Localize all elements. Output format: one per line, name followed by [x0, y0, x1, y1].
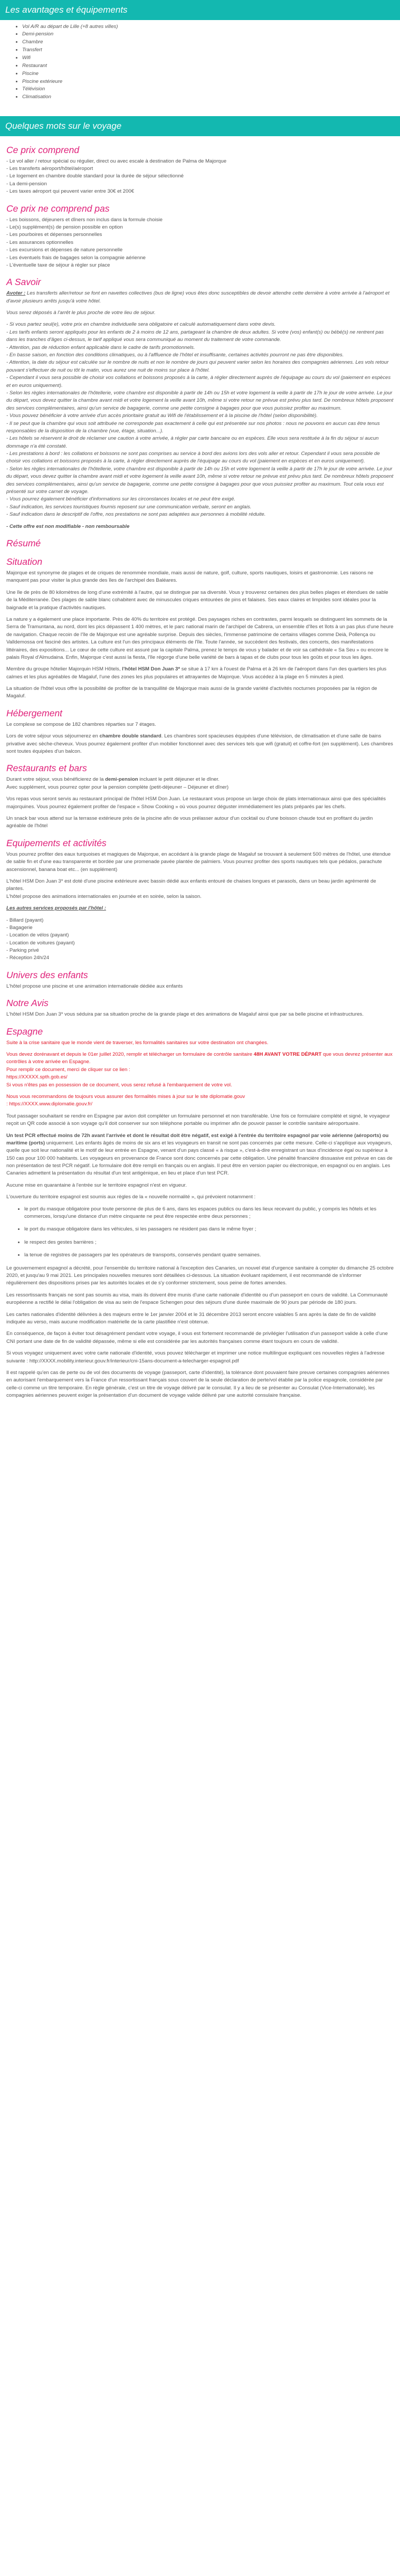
savoir-non-modifiable: - Cette offre est non modifiable - non remboursable [6, 523, 130, 529]
hebergement-chambres [6, 733, 394, 755]
restaurants-supplement: Avec supplément, vous pourrez opter pour la pension complète (petit-déjeuner – Déjeuner et dîner) [6, 784, 229, 790]
regle-item: • le port du masque obligatoire dans les véhicules, si les passagers ne résident pas dans le même foyer ; [24, 1226, 394, 1233]
non-compris-item: - Les boissons, déjeuners et dîners non inclus dans la formule choisie [6, 216, 163, 223]
savoir-depot: Vous serez déposés à l'arrêt le plus proche de votre lieu de séjour. [6, 310, 156, 316]
regle-item: • la tenue de registres de passagers par les opérateurs de transports, conservés pendant quatre semaines. [24, 1252, 394, 1259]
non-compris-item: - Les excursions et dépenses de nature personnelle [6, 247, 123, 253]
avantages-list [22, 23, 400, 102]
savoir-transferts [6, 290, 394, 305]
espagne-refus: Si vous n'êtes pas en possession de ce document, vous serez refusé à l'embarquement de votre vol. [6, 1082, 232, 1088]
hebergement-chambres-c: . Les chambres sont spacieuses équipées d'une télévision, de climatisation et d'une salle de bains privative avec sèche-cheveux. Vous pourrez également profiter d'un mobilier fonctionnel avec des services tels que wifi (gratuit) et coffre-fort (en supplément). Les chambres sont toutes équipées d'un balcon. [6, 733, 393, 755]
espagne-formulaire-a: Vous devez dorénavant et depuis le 01er juillet 2020, remplir et télécharger un formulaire de contrôle sanitaire [6, 1052, 254, 1058]
avis-heading: Notre Avis [6, 998, 49, 1009]
equipements-heading: Equipements et activités [6, 837, 107, 848]
service-item: - Parking privé [6, 948, 39, 954]
enfants-heading: Univers des enfants [6, 969, 88, 980]
equipements-animations: L'hôtel propose des animations internationales en journée et en soirée, selon la saison. [6, 893, 202, 899]
restaurants-repas: Vos repas vous seront servis au restaurant principal de l'hôtel HSM Don Juan. Le restaurant vous propose un large choix de plats internationaux ainsi que des spécialités majorquines. Vous pourrez également profiter de l'espace « Show Cooking » où vous pourrez déguster immédiatement les plats préparés par les chefs. [6, 796, 386, 810]
espagne-cni: Les cartes nationales d'identité délivrées à des majeurs entre le 1er janvier 2004 et le 31 décembre 2013 seront encore valables 5 ans après la date de fin de validité indiquée au verso, mais aucune modification matérielle de la carte plastifiée n'est obtenue. [6, 1311, 376, 1325]
avantage-item: • Télévision [22, 86, 400, 93]
avantages-banner: Les avantages et équipements [0, 0, 400, 20]
avantage-item: • Restaurant [22, 62, 400, 70]
compris-item: - Le logement en chambre double standard pour la durée de séjour sélectionné [6, 173, 184, 179]
avantage-item: • Piscine [22, 70, 400, 78]
services-heading: Les autres services proposés par l'hôtel : [6, 905, 106, 912]
espagne-notice: Si vous voyagez uniquement avec votre carte nationale d'identité, vous pouvez télécharger et imprimer une notice multilingue expliquant ces nouvelles règles à l'adresse suivante : http://XXXX.mobility.interieur.gouv.fr/interieur/cni-15ans-document-a-telecharger-espagnol.pdf [6, 1350, 385, 1364]
avantage-item: • Climatisation [22, 93, 400, 101]
situation-nature: La nature y a également une place importante. Près de 40% du territoire est protégé. Des paysages riches en contrastes, parmi lesquels se distinguent les sommets de la Serra de Tramuntana, au nord, dont les pics dépassent 1 400 mètres, et le parc national marin de l'archipel de Cabrera, un ensemble d'îles et îlots à un pas plus d'une heure de navigation. Chaque recoin de l'île de Majorque est une agréable surprise. Depuis des siècles, l'immense patrimoine de certains villages comme Deià, Pollença ou Valldemossa ont fasciné des artistes. La culture est l'un des principaux éléments de l'île. Toute l'année, se succèdent des festivals, des concerts, des manifestations littéraires, des expositions... Le cœur de cette culture est assuré par la capitale Palma, prenez le temps de vous y balader et de voir sa cathédrale « Sa Seu » ou encore le palais Royal d'Almudaina. Enfin, Majorque c'est aussi la fiesta, l'île régorge d'une belle variété de bars à tapas et de clubs pour tous les goûts et pour tous les âges. [6, 616, 394, 660]
compris-item: - La demi-pension [6, 181, 47, 187]
hotel-name: l'hôtel HSM Don Juan 3* [122, 666, 180, 673]
espagne-lien-1[interactable]: https://XXXXX.spth.gob.es/ [6, 1074, 68, 1081]
service-item: - Location de vélos (payant) [6, 932, 69, 939]
espagne-normalite: L'ouverture du territoire espagnol est soumis aux règles de la « nouvelle normalité », qui prévoient notamment : [6, 1194, 256, 1200]
equipements-plage: Vous pourrez profiter des eaux turquoises et magiques de Majorque, en accédant à la grande plage de Magaluf se trouvant à seulement 500 mètres de l'hôtel, une étendue de sable fin et d'une eau transparente et bordée par une promenade pavée plantée de palmiers. Vous pourrez profiter des sports nautiques tels que pédalos, parachute ascensionnel, banana boat etc... (en supplément) [6, 851, 391, 873]
situation-tranquillite: La situation de l'hôtel vous offre la possibilité de profiter de la tranquillité de Majorque mais aussi de la grande variété d'activités nocturnes proposées par la région de Magaluf. [6, 686, 377, 699]
avantage-item: • Vol A/R au départ de Lille (+8 autres villes) [22, 23, 400, 31]
situation-hotel-a: Membre du groupe hôtelier Majorquin HSM Hôtels, [6, 666, 122, 673]
espagne-pcr-bold: Un test PCR effectué moins de 72h avant l'arrivée et dont le résultat doit être négatif, est exigé à l'entrée du territoire espagnol par voie aérienne (aéroports) ou maritime (ports) [6, 1132, 389, 1146]
compris-item: - Les transferts aéroport/hôtel/aéroport [6, 165, 93, 172]
savoir-details: - Si vous partez seul(e), votre prix en chambre individuelle sera obligatoire et calculé automatiquement dans votre devis. - Les tarifs enfants seront appliqués pour les enfants de 2 à moins de 12 ans, partageant la chambre de deux adultes. Si votre (vos) enfant(s) ou bébé(s) ne rentrent pas dans les tranches d'âges ci-dessus, le tarif appliqué vous sera communiqué au moment du traitement de votre commande. - Attention, pas de réduction enfant applicable dans le cadre de tarifs promotionnels. - En basse saison, en fonction des conditions climatiques, ou à l'affluence de l'hôtel et insuffisante, certaines activités pourront ne pas être disponibles. - Attention, la date du séjour est calculée sur le nombre de nuits et non le nombre de jours qui peuvent varier selon les horaires des compagnies aériennes. Les vols retour pouvant s'effectuer de nuit ou tôt le matin, vous aurez une nuit de moins sur place à l'hôtel. - Cependant il vous sera possible de choisir vos collations et boissons proposés à la carte, à régler directement auprès de l'équipage au cours du vol (paiement en espèces et en euros uniquement). - Selon les règles internationales de l'hôtellerie, votre chambre est disponible à partir de 14h ou 15h et votre logement la veille à partir de 17h le jour de votre arrivée. Le jour du départ, vous devez quitter la chambre avant midi et votre logement la veille avant 10h, même si votre retour ne prévue est prévu plus tard. De nombreux hôtels proposent des services complémentaires, ainsi qu'un service de bagagerie, comme une petite consigne à bagages pour que vous puissiez profiter au maximum. - Vous pouvez bénéficier à votre arrivée d'un accès prioritaire gratuit au Wifi de l'établissement et à la piscine de l'hôtel (selon disponibilité). - Il se peut que la chambre qui vous soit attribuée ne corresponde pas exactement à celle qui est présentée sur nos photos : nous ne pouvons en aucun cas être tenus responsables de la disposition de la chambre (vue, étage, situation...). - Les hôtels se réservent le droit de réclamer une caution à votre arrivée, à régler par carte bancaire ou en espèces. Elle vous sera restituée à la fin du séjour si aucun dommage n'a été constaté. - Les prestations à bord : les collations et boissons ne sont pas comprises au service à bord des avions lors des vols aller et retour. Cependant il vous sera possible de choisir vos collations et boissons proposés à la carte, à régler directement auprès de l'équipage au cours du vol (paiement en espèces et en euros uniquement). - Selon les règles internationales de l'hôtellerie, votre chambre est disponible à partir de 14h ou 15h et votre logement la veille à partir de 17h le jour de votre arrivée. Le jour du départ, vous devez quitter la chambre avant midi et votre logement la veille avant 10h, même si votre retour ne prévue est prévu plus tard. De nombreux hôtels proposent des services complémentaires, ainsi qu'un service de bagagerie, comme une petite consigne à bagages pour que vous puissiez profiter au maximum. Tout cela vous est présenté sur votre carnet de voyage. - Vous pourrez également bénéficier d'informations sur les circonstances locales et ne peut être exigé. - Sauf indication, les services touristiques fournis reposent sur une communication verbale, seront en anglais. - Sauf indication dans le descriptif de l'offre, nos prestations ne sont pas adaptées aux personnes à mobilité réduite. [6, 321, 394, 518]
non-compris-heading: Ce prix ne comprend pas [6, 203, 110, 214]
espagne-regles-list [24, 1206, 394, 1259]
espagne-heading: Espagne [6, 1026, 43, 1037]
service-item: - Location de voitures (payant) [6, 940, 75, 946]
restaurants-pension [6, 776, 394, 791]
situation-hotel [6, 666, 394, 681]
avantage-item: • Wifi [22, 54, 400, 62]
non-compris-item: - Les assurances optionnelles [6, 239, 73, 245]
non-compris-item: - L'éventuelle taxe de séjour à régler sur place [6, 262, 110, 268]
quelques-mots-banner: Quelques mots sur le voyage [0, 116, 400, 136]
restaurants-snack: Un snack bar vous attend sur la terrasse extérieure près de la piscine afin de vous prélasser autour d'un cocktail ou d'une boisson chaude tout en profitant du jardin agréable de l'hôtel [6, 815, 373, 829]
regle-item: • le respect des gestes barrières ; [24, 1239, 394, 1246]
non-compris-list [6, 216, 394, 270]
pension-type: demi-pension [105, 776, 138, 783]
compris-heading: Ce prix comprend [6, 144, 80, 155]
restaurants-pension-a: Durant votre séjour, vous bénéficierez de la [6, 776, 106, 783]
espagne-lien-intro: Pour remplir ce document, merci de cliquer sur ce lien : [6, 1066, 130, 1073]
savoir-label: Avoter : [6, 290, 26, 297]
services-list [6, 917, 394, 962]
espagne-lien-2[interactable]: : https://XXXX.www.diplomatie.gouv.fr/ [6, 1101, 92, 1107]
non-compris-item: - Les éventuels frais de bagages selon la compagnie aérienne [6, 254, 146, 261]
savoir-heading: A Savoir [6, 277, 41, 288]
espagne-pcr-text: uniquement. Les enfants âgés de moins de six ans et les voyageurs en transit ne sont pas concernés par cette mesure. Celle-ci s'applique aux voyageurs, quelle que soit leur nationalité et le motif de leur entrée en Espagne, venant d'un pays classé « à risque », c'est-à-dire enregistrant un taux d'incidence égal ou supérieur à 150 cas pour 100 000 habitants. Les voyageurs en provenance de France sont donc concernés par cette obligation. Une pénalité financière dissuasive est prévue en cas de non présentation de test PCR négatif. Le formulaire doit être rempli en français ou en anglais. Il peut être en version papier ou électronique, en espagnol ou en anglais. Les Canaries admettent la présentation du résultat d'un test antigénique, en lieu et place d'un test PCR. [6, 1140, 393, 1177]
equipements-piscine: L'hôtel HSM Don Juan 3* est doté d'une piscine extérieure avec bassin dédié aux enfants entouré de chaises longues et parasols, dans un beau jardin agrémenté de plantes. [6, 878, 376, 892]
chambre-type: chambre double standard [99, 733, 161, 740]
situation-plages: Une île de près de 80 kilomètres de long d'une extrémité à l'autre, qui se distingue par sa diversité. Vous y trouverez certaines des plus belles plages et étendues de sable de la Méditerranée. Des plages de sable blanc cohabitent avec de minuscules criques entourées de pins et falaises. Ses eaux claires et limpides sont idéales pour la baignade et la pratique d'activités nautiques. [6, 589, 388, 611]
espagne-formulaire [6, 1051, 394, 1066]
compris-item: - Les taxes aéroport qui peuvent varier entre 30€ et 200€ [6, 188, 135, 195]
espagne-passager: Tout passager souhaitant se rendre en Espagne par avion doit compléter un formulaire personnel et non transférable. Une fois ce formulaire complété et signé, le voyageur reçoit un QR code associé à son voyage qu'il doit conserver sur son téléphone portable ou imprimer afin de pouvoir passer le contrôle sanitaire aéroportuaire. [6, 1113, 390, 1127]
compris-list [6, 158, 394, 196]
espagne-etat-urgence: Le gouvernement espagnol a décrété, pour l'ensemble du territoire national à l'exception des Canaries, un nouvel état d'urgence sanitaire à compter du dimanche 25 octobre 2020, et jusqu'au 9 mai 2021. Les principales nouvelles mesures sont détaillées ci-dessous. La situation évoluant rapidement, il est recommandé de s'informer régulièrement des dispositions prises par les autorités locales et de s'y conformer strictement, sous peine de fortes amendes. [6, 1265, 394, 1286]
service-item: - Billard (payant) [6, 917, 44, 923]
hebergement-chambres-a: Lors de votre séjour vous séjournerez en [6, 733, 100, 740]
voyage-details [0, 145, 400, 1400]
non-compris-item: - Les pourboires et dépenses personnelles [6, 232, 102, 238]
espagne-formulaire-c: que vous devrez présenter aux contrôles à votre arrivée en Espagne. [6, 1052, 393, 1065]
avantage-item: • Transfert [22, 46, 400, 54]
regle-item: • le port du masque obligatoire pour toute personne de plus de 6 ans, dans les espaces publics ou dans les lieux recevant du public, y compris les hôtels et les commerces, lorsqu'une distance d'un mètre cinquante ne peut être respectée entre deux personnes ; [24, 1206, 394, 1221]
espagne-perte: Il est rappelé qu'en cas de perte ou de vol des documents de voyage (passeport, carte d'identité), la tolérance dont pouvaient faire preuve certaines compagnies aériennes en autorisant l'embarquement vers la France d'un ressortissant français sous couvert de la seule déclaration de perte/vol établie par la police espagnole, considérée par celle-ci comme un titre temporaire. En règle générale, c'est un titre de voyage délivré par le consulat. Il y a lieu de se présenter au Consulat (Vice-Internationale), les compagnies aériennes peuvent exiger la présentation d'un document de voyage valide délivré par une autorité consulaire française. [6, 1369, 389, 1399]
restaurants-heading: Restaurants et bars [6, 763, 87, 774]
avantage-item: • Chambre [22, 39, 400, 46]
service-item: - Réception 24h/24 [6, 955, 50, 961]
service-item: - Bagagerie [6, 924, 33, 931]
hebergement-complexe: Le complexe se compose de 182 chambres réparties sur 7 étages. [6, 721, 156, 727]
espagne-recommandation: Nous vous recommandons de toujours vous assurer des formalités mises à jour sur le site diplomatie.gouv [6, 1093, 245, 1100]
situation-heading: Situation [6, 556, 43, 567]
enfants-text: L'hôtel propose une piscine et une animation internationale dédiée aux enfants [6, 983, 183, 989]
espagne-48h: 48H AVANT VOTRE DÉPART [253, 1052, 322, 1058]
non-compris-item: - Le(s) supplément(s) de pension possible en option [6, 224, 123, 230]
avantage-item: • Piscine extérieure [22, 78, 400, 86]
avis-text: L'hôtel HSM Don Juan 3* vous séduira par sa situation proche de la grande plage et des animations de Magaluf ainsi que par sa belle piscine et infrastructures. [6, 1011, 364, 1018]
situation-intro: Majorque est synonyme de plages et de criques de renommée mondiale, mais aussi de nature, golf, culture, sports nautiques, loisirs et gastronomie. Les raisons ne manquent pas pour visiter la plus grande des îles de l'archipel des Baléares. [6, 570, 374, 584]
hebergement-heading: Hébergement [6, 707, 63, 718]
avantage-item: • Demi-pension [22, 31, 400, 39]
espagne-pcr [6, 1132, 394, 1178]
espagne-crise: Suite à la crise sanitaire que le monde vient de traverser, les formalités sanitaires sur votre destination ont changées. [6, 1039, 269, 1046]
espagne-visa: Les ressortissants français ne sont pas soumis au visa, mais ils doivent être munis d'une carte nationale d'identité ou d'un passeport en cours de validité. La Communauté européenne a rectifié le délai l'obligation de visa au sein de l'espace Schengen pour des séjours d'une durée maximale de 90 jours par période de 180 jours. [6, 1292, 388, 1306]
espagne-quarantaine: Aucune mise en quarantaine à l'entrée sur le territoire espagnol n'est en vigueur. [6, 1182, 187, 1188]
compris-item: - Le vol aller / retour spécial ou régulier, direct ou avec escale à destination de Palma de Majorque [6, 158, 227, 164]
resume-heading: Résumé [6, 538, 41, 548]
restaurants-pension-c: incluant le petit déjeuner et le dîner. [138, 776, 220, 783]
espagne-passeport: En conséquence, de façon à éviter tout désagrément pendant votre voyage, il vous est fortement recommandé de privilégier l'utilisation d'un passeport valide à celle d'une CNI portant une date de fin de validité dépassée, même si elle est considérée par les autorités françaises comme étant toujours en cours de validité. [6, 1331, 388, 1344]
situation-hotel-c: se situe à 17 km à l'ouest de Palma et à 26 km de l'aéroport dans l'un des quartiers les plus calmes et les plus agréables de Magaluf, l'une des zones les plus populaires et attrayantes de Majorque. Vous accédez à la plage en 5 minutes à pied. [6, 666, 387, 680]
savoir-transferts-text: Les transferts aller/retour se font en navettes collectives (bus de ligne) vous êtes donc susceptibles de devoir attendre cette dernière à votre arrivée à l'aéroport et d'avoir plusieurs arrêts jusqu'à votre hôtel. [6, 290, 390, 304]
